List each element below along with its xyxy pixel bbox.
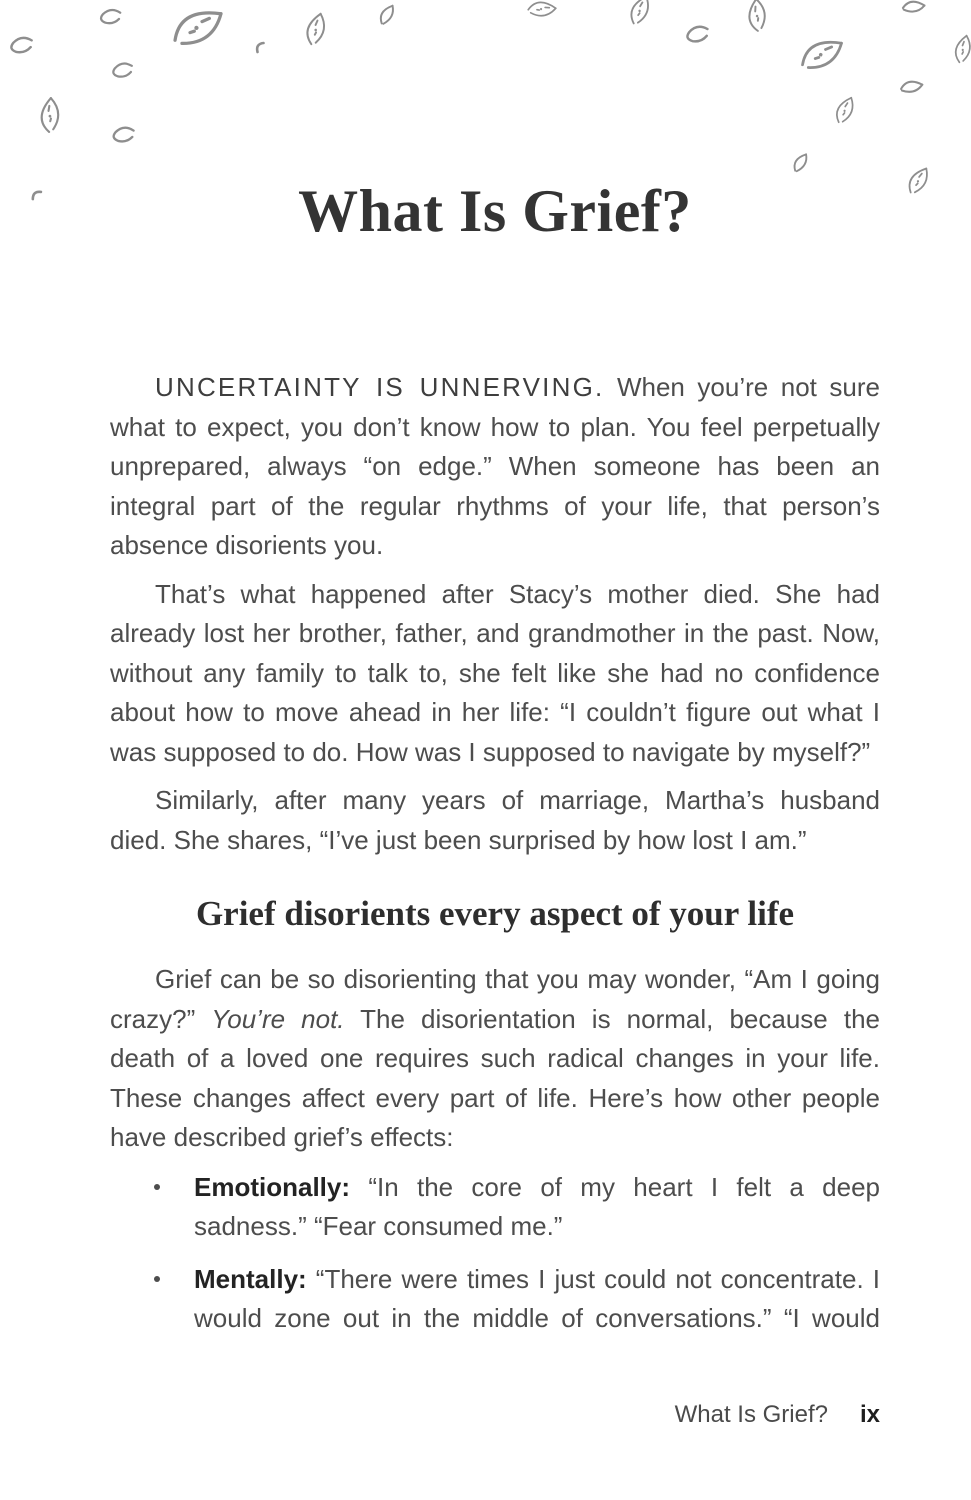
page-number: ix xyxy=(859,1401,880,1428)
leaf-icon xyxy=(901,160,935,202)
paragraph-uncertainty xyxy=(110,368,880,566)
bullet-marker xyxy=(154,1276,160,1282)
paragraph-martha: Similarly, after many years of marriage, Martha’s husband died. She shares, “I’ve just been surprised by how lost I am.” xyxy=(110,785,880,855)
page-footer xyxy=(675,1401,880,1429)
bullet-item-mentally xyxy=(110,1260,880,1339)
running-title: What Is Grief? xyxy=(674,1401,828,1428)
paragraph-text: Grief can be so disorienting that you may wonder, “Am I going crazy?” xyxy=(110,964,880,1034)
leaf-icon xyxy=(899,0,930,22)
bullet-text-block xyxy=(194,1168,880,1247)
leaf-icon xyxy=(23,87,78,143)
paragraph-lead-in: UNCERTAINTY IS UNNERVING. xyxy=(155,372,605,402)
page-title: What Is Grief? xyxy=(298,178,692,244)
leaf-icon xyxy=(28,186,45,203)
paragraph-text: When you’re not sure what to expect, you don’t know how to plan. You feel perpetually unprepared, always “on edge.” When someone has been an integral part of the regular rhythms of your life, that person’s absence disorients you. xyxy=(110,372,880,560)
italic-phrase: You’re not. xyxy=(211,1003,345,1034)
section-heading: Grief disorients every aspect of your life xyxy=(195,894,795,933)
paragraph-stacy: That’s what happened after Stacy’s mother died. She had already lost her brother, father, and grandmother in the past. Now, without any family to talk to, she felt like she had no confidence about how to move ahead in her life: “I couldn’t figure out what I was supposed to do. How was I supposed to navigate by myself?” xyxy=(110,578,880,767)
paragraph-disorienting xyxy=(110,960,880,1158)
effects-list xyxy=(110,1168,880,1339)
leaf-icon xyxy=(7,34,37,57)
leaf-icon xyxy=(942,26,971,72)
paragraph-text: The disorientation is normal, because the death of a loved one requires such radical changes in your life. These changes affect every part of life. Here’s how other people have described grief’s effects: xyxy=(110,1003,881,1152)
book-page xyxy=(110,0,880,1352)
bullet-text-block xyxy=(194,1260,880,1339)
bullet-marker xyxy=(154,1184,160,1190)
bullet-text: “In the core of my heart I felt a deep sadness.” “Fear consumed me.” xyxy=(194,1171,880,1241)
leaf-icon xyxy=(896,71,928,103)
bullet-label: Emotionally: xyxy=(194,1171,351,1202)
bullet-label: Mentally: xyxy=(194,1263,307,1294)
bullet-text: “There were times I just could not concentrate. I would zone out in the middle of conversations.” “I would xyxy=(194,1263,880,1333)
bullet-item-emotionally xyxy=(110,1168,880,1247)
